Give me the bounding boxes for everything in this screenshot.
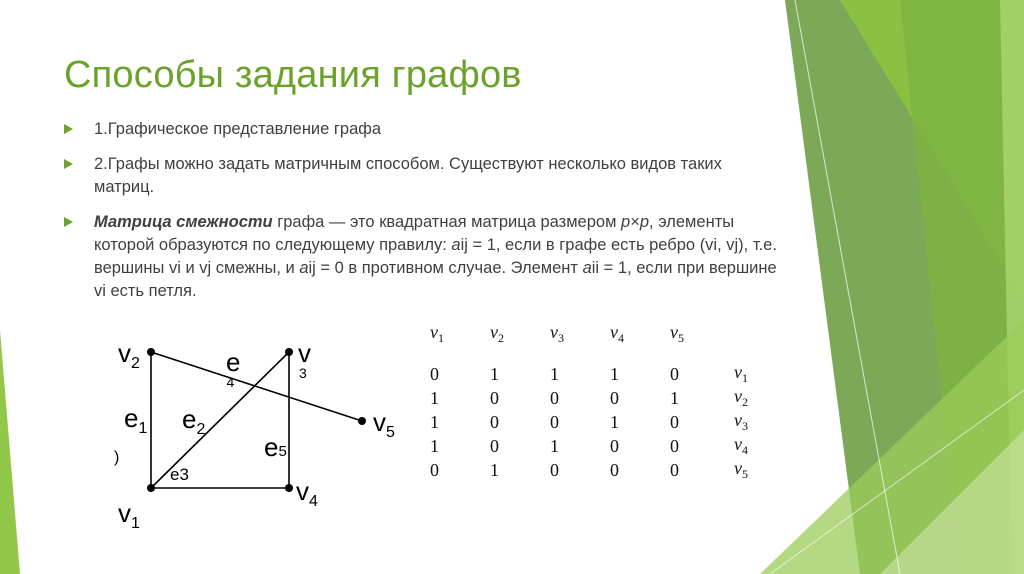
bullet-3 bbox=[64, 211, 784, 303]
matrix-cell: 0 bbox=[610, 435, 619, 456]
bullet-3-text-a: графа — это квадратная матрица размером bbox=[272, 213, 622, 231]
vertex-v3-label: v 3 bbox=[298, 338, 311, 381]
bullet-3-p2: p bbox=[639, 213, 650, 231]
matrix-col-header: $v_2$ bbox=[490, 322, 504, 345]
bullet-2-text: 2.Графы можно задать матричным способом. Существуют несколько видов таких матриц. bbox=[94, 155, 722, 196]
matrix-cell: 0 bbox=[610, 459, 619, 480]
bullet-3-text-b: , элементы которой образуются по следующему правилу: bbox=[94, 213, 735, 254]
matrix-cell: 0 bbox=[670, 459, 679, 480]
bullet-3-a1: a bbox=[451, 236, 461, 254]
matrix-col-header: $v_3$ bbox=[550, 322, 564, 345]
bullet-1-text: 1.Графическое представление графа bbox=[94, 120, 382, 138]
graph-diagram bbox=[100, 328, 420, 538]
matrix-cell: 0 bbox=[670, 363, 679, 384]
matrix-cell: 1 bbox=[430, 435, 439, 456]
matrix-cell: 0 bbox=[670, 411, 679, 432]
matrix-cell: 0 bbox=[550, 411, 559, 432]
bullet-arrow-icon bbox=[64, 159, 73, 169]
bullet-3-p1: p bbox=[621, 213, 631, 231]
bullet-3-text-d: ij = 0 в противном случае. Элемент bbox=[308, 259, 583, 277]
edge-e3-label: e3 bbox=[170, 465, 189, 484]
matrix-cell: 1 bbox=[670, 387, 679, 408]
vertex-v1-dot bbox=[147, 484, 155, 492]
matrix-cell: 0 bbox=[430, 459, 439, 480]
matrix-cell: 0 bbox=[430, 363, 439, 384]
vertex-v5-label: $v_5$ bbox=[373, 407, 395, 441]
matrix-row-header: $v_2$ bbox=[734, 386, 748, 409]
matrix-row-header: $v_1$ bbox=[734, 362, 748, 385]
matrix-row-header: $v_4$ bbox=[734, 434, 748, 457]
edge-e2-label: $e_2$ bbox=[182, 404, 206, 438]
bullet-2 bbox=[64, 153, 784, 199]
vertex-v5-dot bbox=[358, 417, 366, 425]
matrix-row bbox=[430, 410, 790, 434]
matrix-cell: 0 bbox=[610, 387, 619, 408]
matrix-cell: 1 bbox=[490, 459, 499, 480]
edge-e1-label: $e_1$ bbox=[124, 403, 148, 437]
matrix-col-header: $v_4$ bbox=[610, 322, 624, 345]
slide-title: Способы задания графов bbox=[64, 54, 522, 96]
stray-mark: ) bbox=[114, 449, 120, 466]
matrix-cell: 0 bbox=[490, 411, 499, 432]
matrix-row bbox=[430, 386, 790, 410]
bullet-list bbox=[64, 118, 784, 315]
vertex-v4-dot bbox=[285, 484, 293, 492]
matrix-row bbox=[430, 458, 790, 482]
matrix-cell: 1 bbox=[430, 387, 439, 408]
bullet-3-text-c: ij = 1, если в графе есть ребро (vi, vj), т.е. вершины vi и vj смежны, и bbox=[94, 236, 777, 277]
vertex-v4-label: $v_4$ bbox=[296, 476, 318, 510]
matrix-cell: 0 bbox=[550, 387, 559, 408]
matrix-cell: 1 bbox=[490, 363, 499, 384]
bullet-arrow-icon bbox=[64, 124, 73, 134]
vertex-v3-dot bbox=[285, 348, 293, 356]
matrix-cell: 1 bbox=[610, 411, 619, 432]
matrix-row-header: $v_5$ bbox=[734, 458, 748, 481]
edge-e5-label: e5 bbox=[264, 432, 287, 462]
matrix-cell: 0 bbox=[550, 459, 559, 480]
matrix-cell: 1 bbox=[430, 411, 439, 432]
adjacency-matrix-term: Матрица смежности bbox=[94, 213, 273, 231]
matrix-cell: 0 bbox=[490, 387, 499, 408]
adjacency-matrix bbox=[430, 322, 790, 482]
matrix-header-row bbox=[430, 322, 790, 362]
matrix-corner bbox=[730, 322, 790, 362]
vertex-v2-dot bbox=[147, 348, 155, 356]
matrix-cell: 0 bbox=[490, 435, 499, 456]
matrix-cell: 0 bbox=[670, 435, 679, 456]
vertex-v1-label: $v_1$ bbox=[118, 498, 140, 532]
bullet-1 bbox=[64, 118, 784, 141]
vertex-v2-label: $v_2$ bbox=[118, 338, 140, 372]
matrix-row bbox=[430, 434, 790, 458]
edge-e4-label: e 4 bbox=[226, 347, 241, 390]
matrix-cell: 1 bbox=[550, 363, 559, 384]
matrix-row-header: $v_3$ bbox=[734, 410, 748, 433]
bullet-3-a2: a bbox=[299, 259, 309, 277]
bullet-3-a3: a bbox=[582, 259, 592, 277]
bullet-3-text-e: ii = 1, если при вершине vi есть петля. bbox=[94, 259, 777, 300]
matrix-col-header: $v_1$ bbox=[430, 322, 444, 345]
bullet-arrow-icon bbox=[64, 217, 73, 227]
matrix-col-header: $v_5$ bbox=[670, 322, 684, 345]
matrix-cell: 1 bbox=[550, 435, 559, 456]
matrix-row bbox=[430, 362, 790, 386]
bullet-3-times: × bbox=[630, 213, 640, 231]
matrix-cell: 1 bbox=[610, 363, 619, 384]
